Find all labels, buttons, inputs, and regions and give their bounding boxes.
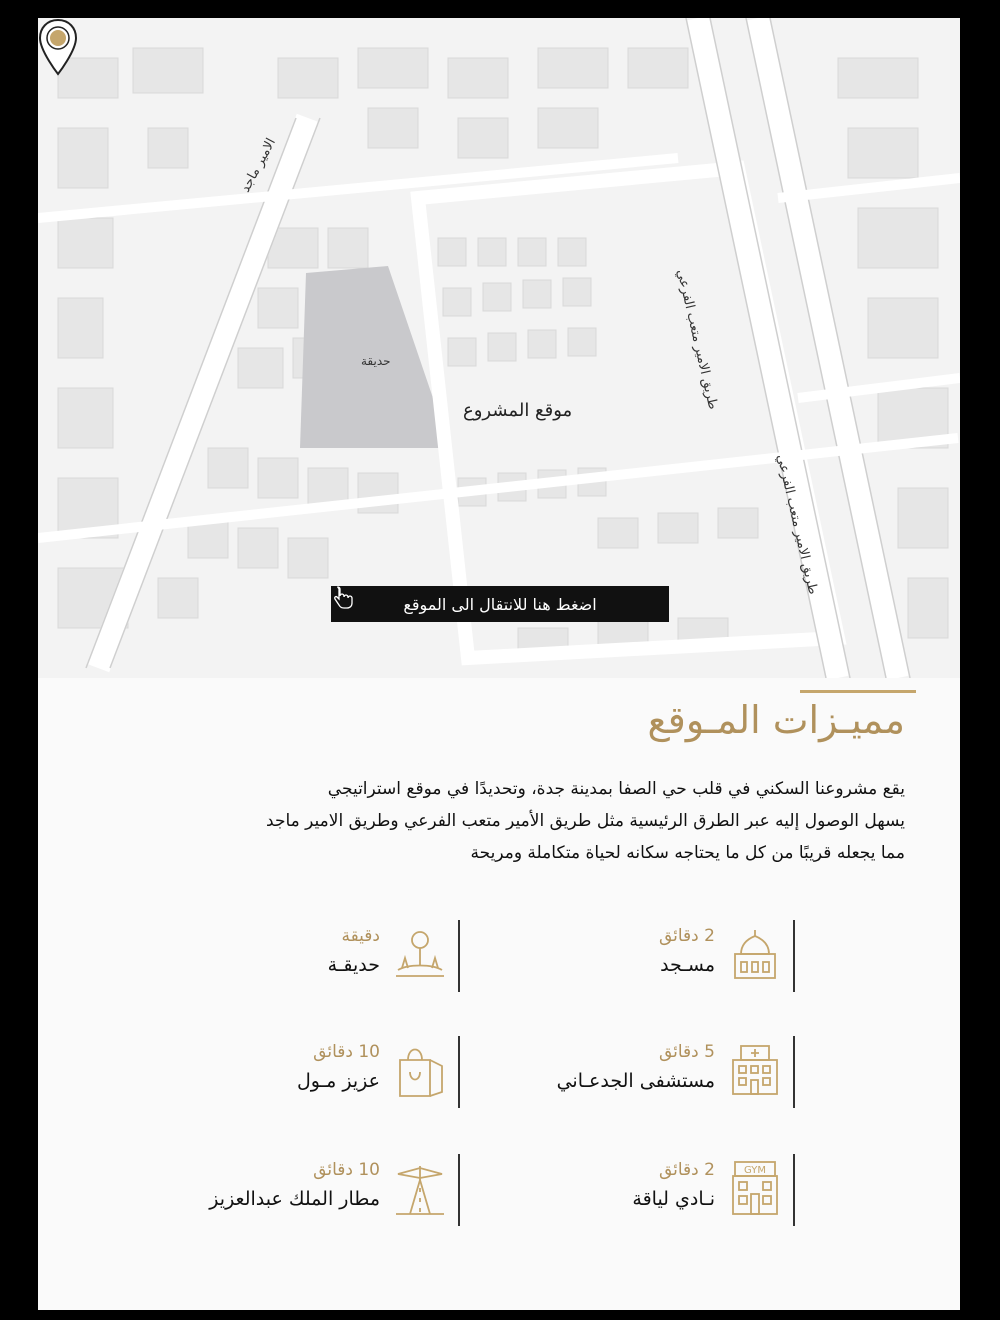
hospital-icon (727, 1042, 783, 1098)
mosque-icon (727, 926, 783, 982)
street-label-mitab-2: طريق الامير متعب الفرعي (773, 453, 821, 597)
title-divider (800, 690, 916, 693)
feature-divider (793, 1036, 795, 1108)
park-icon (392, 926, 448, 982)
feature-time: دقيقة (341, 926, 380, 946)
svg-text:GYM: GYM (744, 1165, 766, 1176)
pointer-hand-icon (331, 586, 355, 610)
street-label-mitab-1: طريق الامير متعب الفرعي (673, 268, 721, 412)
feature-divider (793, 1154, 795, 1226)
feature-divider (458, 920, 460, 992)
feature-divider (458, 1154, 460, 1226)
feature-time: 10 دقائق (313, 1160, 380, 1180)
project-location-label: موقع المشروع (463, 400, 573, 421)
feature-divider (793, 920, 795, 992)
feature-name: مطار الملك عبدالعزيز (209, 1188, 380, 1210)
feature-mosque (535, 920, 795, 992)
location-description (205, 773, 905, 869)
feature-mall (200, 1036, 460, 1108)
location-pin-icon (38, 18, 78, 78)
feature-hospital (495, 1036, 795, 1108)
shopping-bag-icon (392, 1042, 448, 1098)
description-line: مما يجعله قريبًا من كل ما يحتاجه سكانه لحياة متكاملة ومريحة (470, 843, 905, 863)
airport-icon (392, 1160, 448, 1216)
street-label-amir-majid: الامير ماجد (238, 135, 279, 196)
location-map[interactable] (38, 18, 960, 678)
feature-name: حديقـة (327, 954, 380, 976)
feature-name: مستشفى الجدعـاني (556, 1070, 715, 1092)
feature-name: نـادي لياقة (632, 1188, 715, 1210)
feature-park (200, 920, 460, 992)
feature-time: 2 دقائق (658, 1160, 715, 1180)
feature-name: عزيز مـول (297, 1070, 380, 1092)
map-background (38, 18, 960, 678)
feature-name: مسـجد (660, 954, 715, 976)
description-line: يقع مشروعنا السكني في قلب حي الصفا بمدينة جدة، وتحديدًا في موقع استراتيجي (327, 779, 905, 799)
feature-time: 5 دقائق (658, 1042, 715, 1062)
feature-divider (458, 1036, 460, 1108)
go-to-location-label: اضغط هنا للانتقال الى الموقع (403, 594, 597, 614)
feature-airport (160, 1154, 460, 1226)
section-title: مميـزات المـوقع (647, 698, 905, 742)
park-label: حديقة (361, 354, 391, 368)
gym-icon (727, 1160, 783, 1216)
description-line: يسهل الوصول إليه عبر الطرق الرئيسية مثل طريق الأمير متعب الفرعي وطريق الامير ماجد (266, 811, 905, 831)
go-to-location-button[interactable] (331, 586, 669, 622)
feature-time: 10 دقائق (313, 1042, 380, 1062)
flyer-card (38, 18, 960, 1310)
feature-gym (535, 1154, 795, 1226)
feature-time: 2 دقائق (658, 926, 715, 946)
